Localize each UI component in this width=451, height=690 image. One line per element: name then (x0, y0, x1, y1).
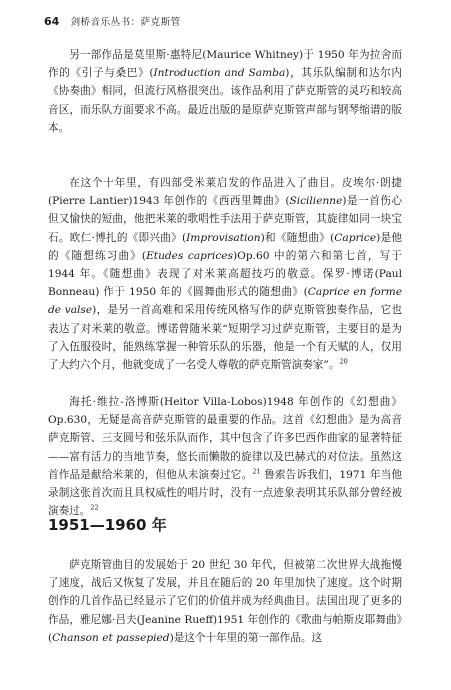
work-title: Sicilienne (289, 195, 343, 208)
footnote-ref[interactable]: 21 (252, 467, 261, 476)
footnote-ref[interactable]: 22 (90, 503, 99, 512)
section-heading: 1951—1960 年 (48, 516, 167, 534)
paragraph-text: )，其乐队编制和达尔内《协奏曲》相同，但流行风格很突出。该作品利用了萨克斯管的灵巧和较高音区，而乐队方面要求不高。最近出版的是原萨克斯管声部与钢琴缩谱的版本。 (48, 67, 402, 134)
body-paragraph (48, 174, 402, 374)
paragraph-text: )是这个十年里的第一部作品。这 (169, 631, 323, 644)
paragraph-text: )，是另一首高难和采用传统风格写作的萨克斯管独奏作品，它也表达了对米莱的敬意。博诺曾随米莱“短期学习过萨克斯管，主要目的是为了入伍服役时，能熟练掌握一种管乐队的乐器，他是一个有天赋的人，仅用了大约六个月，他就变成了一名受人尊敬的萨克斯管演奏家”。 (48, 304, 402, 372)
series-title: 剑桥音乐丛书：萨克斯管 (70, 17, 181, 28)
paragraph-text: 另一部作品是莫里斯·惠特尼(Maurice Whitney)于 1950 年为拉舍而作的《引子与桑巴》( (48, 49, 402, 80)
work-title: Introduction and Samba (153, 67, 286, 80)
work-title: Etudes caprices (146, 249, 234, 262)
work-title: Caprice (334, 231, 377, 244)
footnote-ref[interactable]: 20 (339, 357, 348, 366)
work-title: Caprice en forme de valse (48, 286, 402, 317)
paragraph-text: 萨克斯管曲目的发展始于 20 世纪 30 年代，但被第二次世界大战拖慢了速度，战后又恢复了发展，并且在随后的 20 年里加快了速度。这个时期创作的几首作品已经显示了它们的价值并成为经典曲目。法国出现了更多的作品，雅尼娜·吕夫(Jeanine Rueff)1951 年创作的《歌曲与帕斯皮耶舞曲》( (48, 559, 402, 644)
page-number: 64 (44, 15, 60, 28)
work-title: Chanson et passepied (52, 631, 170, 644)
body-paragraph (48, 46, 402, 137)
paragraph-text: )是他的《随想练习曲》( (48, 231, 402, 262)
paragraph-text: 海托·维拉-洛博斯(Heitor Villa-Lobos)1948 年创作的《幻想曲》Op.630，无疑是高音萨克斯管的最重要的作品。这首《幻想曲》是为高音萨克斯管、三支圆号和弦乐队而作，其中包含了许多巴西作曲家的显著特征——富有活力的当地节奏，悠长而懒散的旋律以及巴赫式的对位法。虽然这首作品是献给米莱的，但他从未演奏过它。 (48, 396, 402, 481)
paragraph-text: )是一首伤心但又愉快的短曲，他把米莱的歌唱性手法用于萨克斯管，其旋律如同一块宝石。欧仁·博扎的《即兴曲》( (48, 195, 402, 244)
body-paragraph (48, 393, 402, 520)
paragraph-text: 鲁索告诉我们，1971 年当他录制这张首次而且具权威性的唱片时，没有一点迹象表明其乐队部分曾经被演奏过。 (48, 468, 403, 518)
paragraph-text: 在这个十年里，有四部受米莱启发的作品进入了曲目。皮埃尔·朗捷(Pierre Lantier)1943 年创作的《西西里舞曲》( (48, 177, 402, 208)
paragraph-text: )Op.60 中的第六和第七首，写于 1944 年。《随想曲》表现了对米莱高超技巧的敬意。保罗·博诺(Paul Bonneau) 作于 1950 年的《圆舞曲形式的随想曲》( (48, 249, 402, 299)
running-header (44, 14, 424, 30)
work-title: Improvisation (186, 231, 261, 244)
body-paragraph (48, 556, 402, 647)
paragraph-text: )和《随想曲》( (260, 231, 335, 244)
